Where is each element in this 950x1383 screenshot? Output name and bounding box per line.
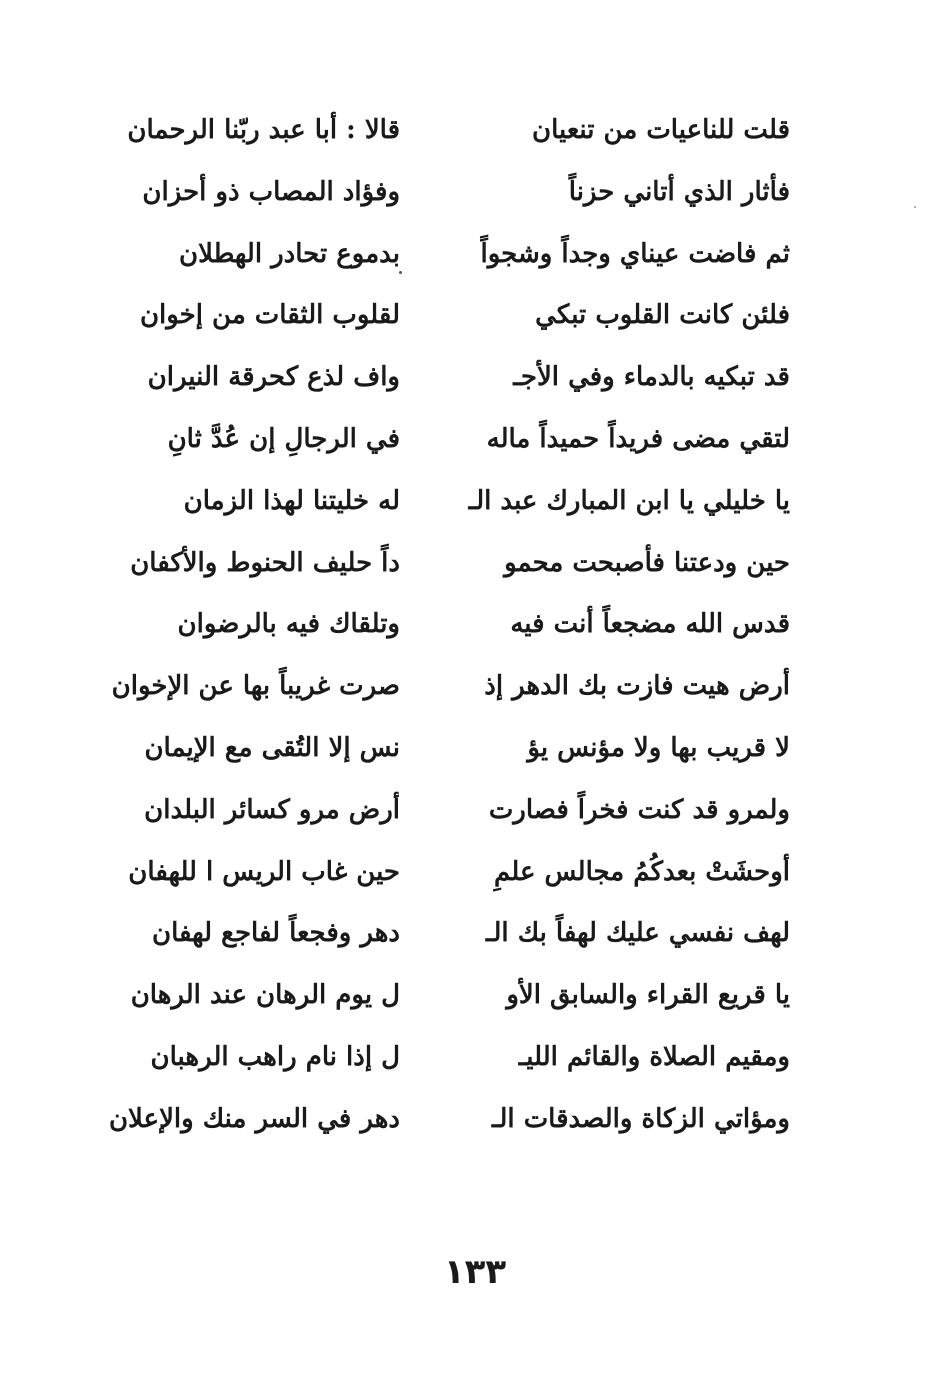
- second-hemistich: داً حليف الحنوط والأكفان: [130, 547, 400, 578]
- verse-line: [0, 108, 950, 170]
- first-hemistich: فأثار الذي أتاني حزناً: [568, 176, 790, 207]
- page-number: ١٣٣: [443, 1252, 507, 1292]
- first-hemistich: أوحشَتْ بعدكُمُ مجالس علمِ: [494, 856, 790, 887]
- second-hemistich: دهر وفجعاً لفاجع لهفان: [151, 918, 400, 949]
- second-hemistich: وتلقاك فيه بالرضوان: [177, 609, 400, 640]
- first-hemistich: لهف نفسي عليك لهفاً بك الـ: [485, 918, 790, 949]
- first-hemistich: لا قريب بها ولا مؤنس يؤ: [527, 732, 790, 763]
- print-speck: [914, 206, 916, 208]
- print-speck: [399, 271, 402, 274]
- first-hemistich: ومقيم الصلاة والقائم الليـ: [518, 1041, 790, 1072]
- second-hemistich: في الرجالِ إن عُدَّ ثانِ: [167, 423, 400, 454]
- first-hemistich: يا قريع القراء والسابق الأو: [506, 980, 790, 1011]
- first-hemistich: فلئن كانت القلوب تبكي: [535, 300, 790, 331]
- verse-line: [0, 293, 950, 355]
- first-hemistich: حين ودعتنا فأصبحت محمو: [504, 547, 790, 578]
- verse-line: [0, 602, 950, 664]
- second-hemistich: أرض مرو كسائر البلدان: [144, 794, 400, 825]
- second-hemistich: بدموع تحادر الهطلان: [179, 238, 400, 269]
- verse-line: [0, 417, 950, 479]
- verse-line: [0, 850, 950, 912]
- verse-line: [0, 726, 950, 788]
- second-hemistich: له خليتنا لهذا الزمان: [183, 485, 400, 516]
- verse-line: [0, 1097, 950, 1159]
- first-hemistich: ومؤاتي الزكاة والصدقات الـ: [491, 1103, 790, 1134]
- poem: [0, 108, 950, 1159]
- first-hemistich: قد تبكيه بالدماء وفي الأجـ: [513, 362, 790, 393]
- verse-line: [0, 170, 950, 232]
- second-hemistich: حين غاب الريس ا للهفان: [128, 856, 400, 887]
- verse-line: [0, 541, 950, 603]
- first-hemistich: يا خليلي يا ابن المبارك عبد الـ: [468, 485, 790, 516]
- second-hemistich: لقلوب الثقات من إخوان: [139, 300, 400, 331]
- second-hemistich: ل إذا نام راهب الرهبان: [150, 1041, 400, 1072]
- second-hemistich: صرت غريباً بها عن الإخوان: [111, 671, 400, 702]
- verse-line: [0, 355, 950, 417]
- verse-line: [0, 911, 950, 973]
- second-hemistich: نس إلا التُقى مع الإيمان: [144, 732, 400, 763]
- verse-line: [0, 664, 950, 726]
- first-hemistich: قدس الله مضجعاً أنت فيه: [510, 609, 790, 640]
- first-hemistich: أرض هيت فازت بك الدهر إذ: [484, 671, 790, 702]
- verse-line: [0, 973, 950, 1035]
- second-hemistich: واف لذع كحرقة النيران: [147, 362, 400, 393]
- first-hemistich: قلت للناعيات من تنعيان: [532, 115, 790, 145]
- first-hemistich: ولمرو قد كنت فخراً فصارت: [488, 794, 790, 825]
- second-hemistich: دهر في السر منك والإعلان: [108, 1103, 400, 1134]
- first-hemistich: ثم فاضت عيناي وجداً وشجواً: [480, 238, 790, 269]
- verse-line: [0, 232, 950, 294]
- second-hemistich: ل يوم الرهان عند الرهان: [130, 980, 400, 1011]
- verse-line: [0, 788, 950, 850]
- second-hemistich: قالا : أبا عبد ربّنا الرحمان: [127, 115, 400, 145]
- verse-line: [0, 1035, 950, 1097]
- second-hemistich: وفؤاد المصاب ذو أحزان: [142, 176, 400, 207]
- first-hemistich: لتقي مضى فريداً حميداً ماله: [486, 423, 790, 454]
- verse-line: [0, 479, 950, 541]
